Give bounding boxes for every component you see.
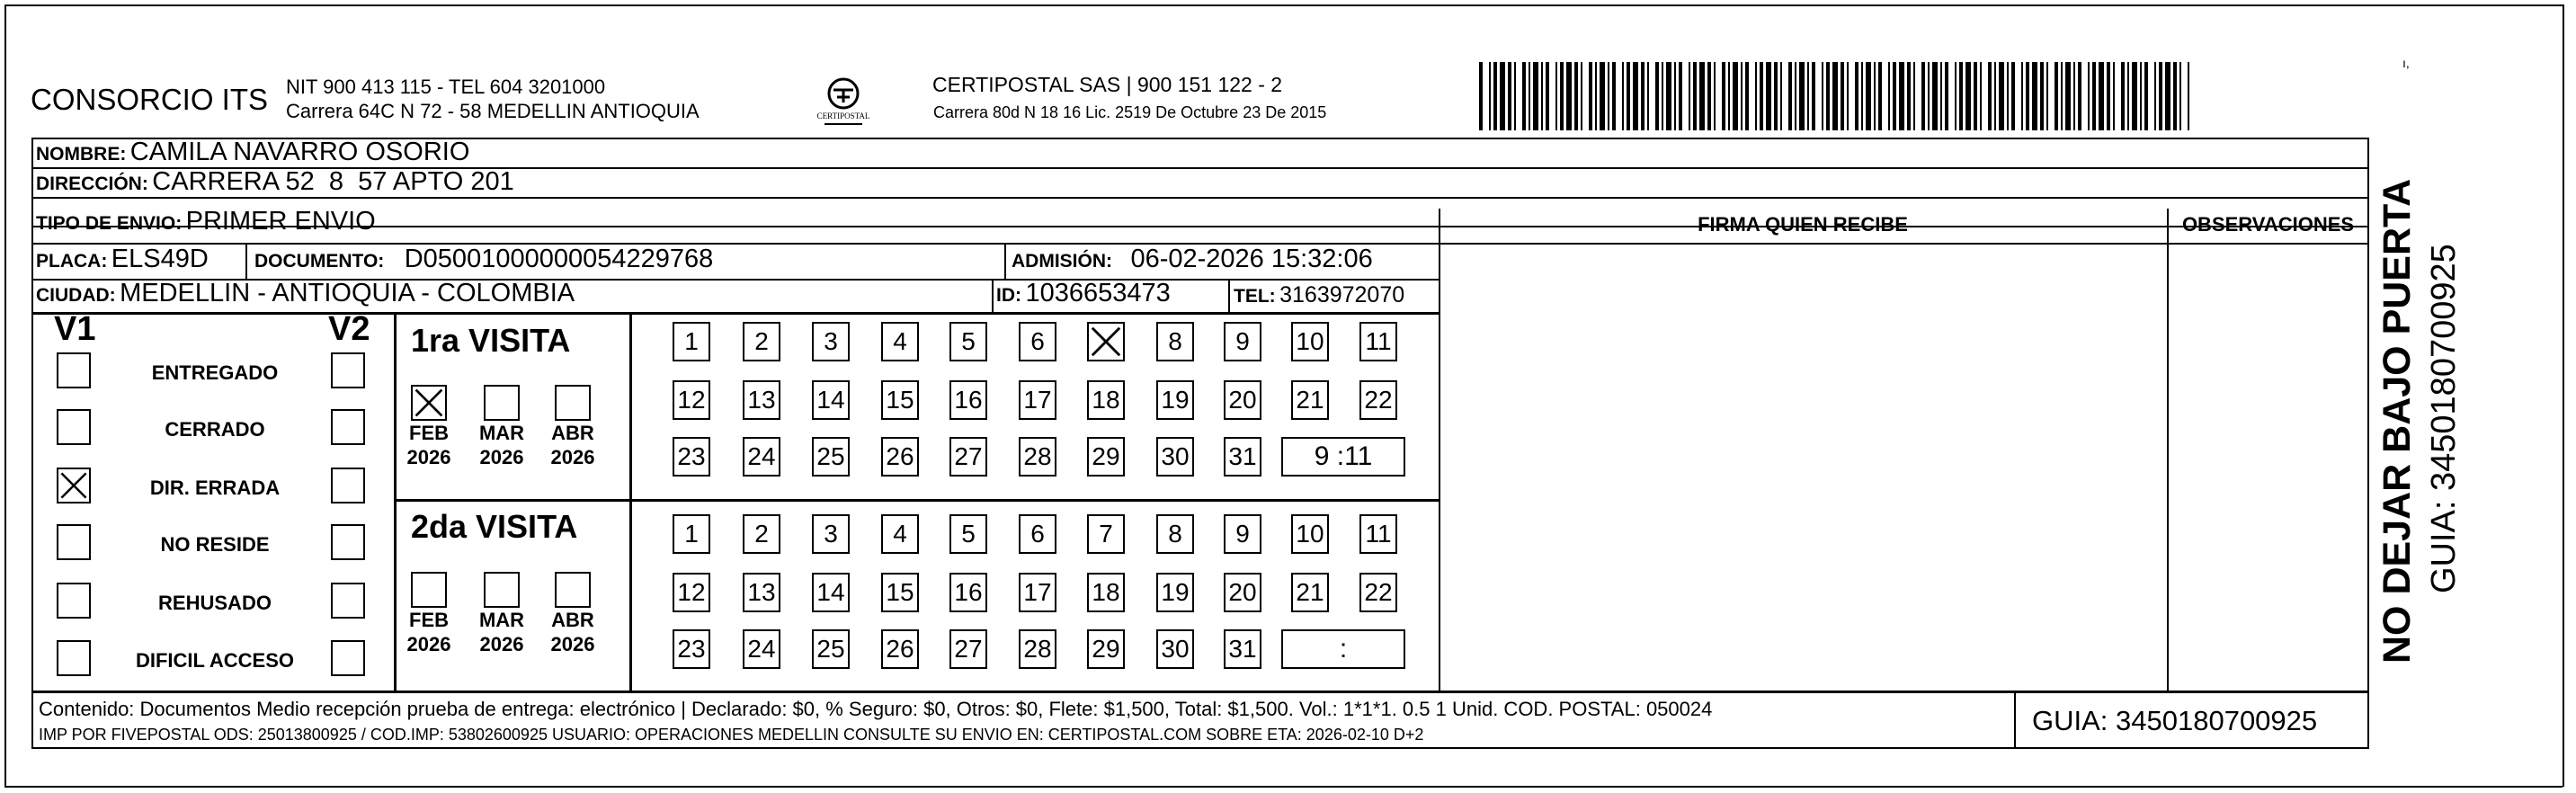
no-dejar-warning: NO DEJAR BAJO PUERTA (2375, 178, 2419, 664)
month-label (546, 421, 600, 469)
barcode-bar (1546, 62, 1549, 130)
v2-label: V2 (328, 310, 370, 348)
v1-checkbox[interactable] (57, 524, 91, 560)
day-box[interactable]: 14 (812, 573, 850, 612)
barcode-bar (1826, 62, 1830, 130)
tel-value: 3163972070 (1279, 282, 1405, 307)
barcode-bar (1832, 62, 1838, 130)
barcode-bar (1893, 62, 1896, 130)
day-box[interactable]: 5 (949, 322, 987, 361)
status-label: CERRADO (165, 418, 265, 441)
day-box[interactable]: 26 (881, 437, 919, 477)
month-label (402, 608, 456, 656)
barcode-bar (2099, 62, 2104, 130)
id-cell (996, 279, 1171, 308)
barcode-bar (1807, 62, 1809, 130)
day-box[interactable]: 9 (1224, 514, 1261, 554)
barcode-bar (1514, 62, 1516, 130)
day-box[interactable]: 18 (1087, 573, 1125, 612)
status-label: DIR. ERRADA (149, 477, 281, 499)
col-line (1228, 279, 1230, 312)
v2-checkbox[interactable] (331, 409, 365, 445)
barcode-bar (1959, 62, 1963, 130)
barcode-bar (1980, 62, 1982, 130)
direccion-value: CARRERA 52 8 57 APTO 201 (152, 167, 514, 196)
barcode-bar (2113, 62, 2115, 130)
day-box[interactable]: 13 (743, 380, 780, 420)
day-box[interactable]: 11 (1359, 514, 1397, 554)
nombre-value: CAMILA NAVARRO OSORIO (129, 138, 470, 166)
day-box[interactable]: 12 (673, 573, 710, 612)
barcode-bar (1994, 62, 1996, 130)
admision-value: 06-02-2026 15:32:06 (1130, 245, 1373, 273)
status-label: ENTREGADO (151, 361, 279, 384)
barcode-bar (2154, 62, 2156, 130)
day-box[interactable]: 4 (881, 514, 919, 554)
barcode-bar (1812, 62, 1815, 130)
documento-cell (254, 245, 713, 274)
day-box[interactable]: 6 (1019, 514, 1056, 554)
barcode-bar (1666, 62, 1671, 130)
ciudad-cell (36, 279, 575, 308)
day-box[interactable]: 16 (949, 573, 987, 612)
barcode-bar (1780, 62, 1782, 130)
barcode-bar (1733, 62, 1738, 130)
firma-header (1439, 213, 2167, 236)
day-box[interactable]: 10 (1291, 514, 1329, 554)
day-box[interactable]: 31 (1224, 629, 1261, 669)
barcode-bar (1855, 62, 1858, 130)
day-box[interactable]: 6 (1019, 322, 1056, 361)
v2-checkbox[interactable] (331, 524, 365, 560)
day-box[interactable]: 11 (1359, 322, 1397, 361)
day-box[interactable]: 19 (1156, 573, 1194, 612)
barcode-bar (1595, 62, 1597, 130)
barcode-bar (1612, 62, 1616, 130)
day-box[interactable]: 20 (1224, 573, 1261, 612)
barcode-bar (2073, 62, 2075, 130)
col-line (1004, 243, 1006, 279)
barcode-bar (1707, 62, 1711, 130)
barcode-bar (1766, 62, 1771, 130)
month-year: 2026 (479, 446, 524, 468)
day-box[interactable]: 10 (1291, 322, 1329, 361)
barcode-bar (1689, 62, 1690, 130)
barcode-bar (1760, 62, 1763, 130)
placa-label: PLACA: (36, 251, 108, 272)
status-label: REHUSADO (158, 592, 272, 614)
day-box[interactable]: 13 (743, 573, 780, 612)
month-name: FEB (409, 422, 449, 444)
barcode-bar (2055, 62, 2058, 130)
documento-label: DOCUMENTO: (254, 251, 385, 272)
scan-mark: ı, (2402, 56, 2410, 70)
day-box[interactable]: 17 (1019, 573, 1056, 612)
barcode-bar (1699, 62, 1705, 130)
day-box[interactable]: 20 (1224, 380, 1261, 420)
col-line (992, 279, 994, 312)
barcode-bar (1999, 62, 2004, 130)
barcode-bar (1674, 62, 1676, 130)
barcode-bar (1841, 62, 1844, 130)
barcode-bar (1574, 62, 1578, 130)
barcode-bar (2032, 62, 2037, 130)
month-year: 2026 (550, 633, 595, 655)
barcode-bar (1479, 62, 1483, 130)
v1-checkbox[interactable] (57, 468, 91, 503)
day-box[interactable]: 15 (881, 573, 919, 612)
day-box[interactable]: 27 (949, 629, 987, 669)
barcode-bar (2011, 62, 2015, 130)
logo-text: CERTIPOSTAL (816, 111, 870, 120)
barcode-bar (1641, 62, 1645, 130)
barcode-bar (1581, 62, 1582, 130)
day-box[interactable]: 9 (1224, 322, 1261, 361)
direccion-row (36, 167, 514, 197)
placa-value: ELS49D (111, 245, 209, 273)
barcode-bar (2040, 62, 2044, 130)
barcode-bar (1608, 62, 1609, 130)
day-box[interactable]: 15 (881, 380, 919, 420)
frame-bottom-border (4, 786, 2563, 788)
barcode-bar (2121, 62, 2125, 130)
firma-label: FIRMA QUIEN RECIBE (1698, 213, 1908, 236)
barcode-bar (2144, 62, 2148, 130)
barcode-bar (1945, 62, 1948, 130)
barcode-bar (1907, 62, 1911, 130)
month-label (475, 421, 529, 469)
tipo-value: PRIMER ENVIO (185, 207, 376, 236)
day-box[interactable]: 23 (673, 629, 710, 669)
month-checkbox[interactable] (411, 385, 447, 421)
day-box[interactable]: 21 (1291, 380, 1329, 420)
barcode-bar (1878, 62, 1882, 130)
barcode-bar (1600, 62, 1605, 130)
v1-checkbox[interactable] (57, 640, 91, 676)
day-box[interactable]: 2 (743, 514, 780, 554)
day-box[interactable] (1087, 322, 1125, 361)
v1-checkbox[interactable] (57, 583, 91, 619)
day-box[interactable]: 5 (949, 514, 987, 554)
row-line (394, 499, 1439, 502)
month-year: 2026 (550, 446, 595, 468)
day-box[interactable]: 29 (1087, 629, 1125, 669)
barcode-bar (1899, 62, 1904, 130)
barcode-bar (2078, 62, 2081, 130)
day-box[interactable]: 7 (1087, 514, 1125, 554)
month-checkbox[interactable] (484, 572, 520, 608)
day-box[interactable]: 8 (1156, 322, 1194, 361)
row-line (2167, 243, 2369, 245)
barcode-bar (1529, 62, 1530, 130)
barcode-bar (2021, 62, 2023, 130)
barcode-bar (2132, 62, 2137, 130)
day-box[interactable]: 1 (673, 322, 710, 361)
v2-checkbox[interactable] (331, 468, 365, 503)
barcode-bar (1662, 62, 1663, 130)
v1-label: V1 (54, 310, 96, 348)
month-name: ABR (551, 609, 594, 631)
barcode-bar (1888, 62, 1890, 130)
imp-text: IMP POR FIVEPOSTAL ODS: 25013800925 / COD.IMP: 53802600925 USUARIO: OPERACIONES MEDELLIN CONSULTE SU ENVIO EN: CERTIPOSTAL.COM SOBRE ETA: 2026-02-10 D+2 (39, 726, 1424, 744)
barcode-bar (2046, 62, 2048, 130)
barcode-bar (1745, 62, 1749, 130)
barcode-bar (2127, 62, 2129, 130)
barcode-bar (1500, 62, 1505, 130)
barcode-bar (1874, 62, 1876, 130)
company-nit: NIT 900 413 115 - TEL 604 3201000 (286, 76, 606, 98)
barcode-bar (1788, 62, 1792, 130)
month-checkbox[interactable] (555, 572, 591, 608)
day-box[interactable]: 14 (812, 380, 850, 420)
day-box[interactable]: 28 (1019, 437, 1056, 477)
barcode-bar (1533, 62, 1538, 130)
day-box[interactable]: 18 (1087, 380, 1125, 420)
x-mark-icon (58, 469, 89, 502)
month-checkbox[interactable] (484, 385, 520, 421)
x-mark-icon (413, 387, 445, 419)
barcode-bar (2173, 62, 2177, 130)
day-box[interactable]: 12 (673, 380, 710, 420)
barcode-bar (1913, 62, 1915, 130)
month-year: 2026 (479, 633, 524, 655)
barcode-bar (1965, 62, 1971, 130)
day-box[interactable]: 17 (1019, 380, 1056, 420)
month-name: MAR (478, 609, 525, 631)
month-checkbox[interactable] (555, 385, 591, 421)
frame-top-border (4, 4, 2563, 6)
month-label (475, 608, 529, 656)
day-box[interactable]: 21 (1291, 573, 1329, 612)
company-info (286, 75, 700, 123)
month-year: 2026 (406, 633, 451, 655)
day-box[interactable]: 30 (1156, 437, 1194, 477)
admision-cell (1012, 245, 1373, 274)
day-box[interactable]: 2 (743, 322, 780, 361)
day-box[interactable]: 22 (1359, 380, 1397, 420)
barcode-bar (1589, 62, 1592, 130)
tel-label: TEL: (1234, 286, 1276, 307)
day-box[interactable]: 29 (1087, 437, 1125, 477)
barcode-bar (2179, 62, 2181, 130)
barcode-bar (2092, 62, 2096, 130)
barcode-bar (2088, 62, 2090, 130)
col-line (2167, 209, 2169, 691)
nombre-label: NOMBRE: (36, 144, 127, 165)
barcode-bar (1627, 62, 1630, 130)
barcode-bar (1489, 62, 1491, 130)
barcode-bar (1940, 62, 1942, 130)
barcode-bar (1566, 62, 1572, 130)
barcode-bar (1622, 62, 1624, 130)
certipostal-logo (812, 72, 875, 129)
frame-left-border (4, 4, 6, 787)
v2-checkbox[interactable] (331, 352, 365, 388)
month-name: ABR (551, 422, 594, 444)
barcode-bar (1847, 62, 1849, 130)
barcode-bar (1774, 62, 1778, 130)
v2-checkbox[interactable] (331, 583, 365, 619)
barcode-bar (1928, 62, 1930, 130)
row-line (1439, 243, 2167, 245)
day-box[interactable]: 16 (949, 380, 987, 420)
barcode-bar (1799, 62, 1805, 130)
month-label (402, 421, 456, 469)
time-box[interactable]: : (1281, 629, 1405, 669)
barcode-bar (2159, 62, 2162, 130)
barcode-bar (1955, 62, 1957, 130)
barcode-bar (1755, 62, 1757, 130)
barcode-bar (2107, 62, 2110, 130)
col-line (1439, 209, 1440, 691)
barcode-bar (1647, 62, 1649, 130)
contenido-text: Contenido: Documentos Medio recepción prueba de entrega: electrónico | Declarado: $0, % Seguro: $0, Otros: $0, Flete: $1,500, Total: $1,500. Vol.: 1*1*1. 0.5 1 Unid. COD. POSTAL: 050024 (39, 698, 1713, 720)
day-box[interactable]: 30 (1156, 629, 1194, 669)
visit1-title: 1ra VISITA (411, 322, 571, 359)
guia-number: GUIA: 3450180700925 (2032, 705, 2318, 736)
ciudad-label: CIUDAD: (36, 285, 116, 306)
tipo-row (36, 207, 376, 236)
day-box[interactable]: 24 (743, 437, 780, 477)
col-line (245, 243, 247, 279)
barcode-bar (1714, 62, 1716, 130)
ciudad-value: MEDELLIN - ANTIOQUIA - COLOMBIA (120, 279, 575, 307)
barcode-bar (2026, 62, 2029, 130)
day-box[interactable]: 23 (673, 437, 710, 477)
time-box[interactable]: 9 :11 (1281, 437, 1405, 477)
day-box[interactable]: 24 (743, 629, 780, 669)
barcode-bar (2065, 62, 2071, 130)
month-year: 2026 (406, 446, 451, 468)
barcode-bar (1679, 62, 1682, 130)
status-label: NO RESIDE (160, 533, 270, 556)
barcode-bar (1974, 62, 1977, 130)
barcode-bar (1921, 62, 1925, 130)
col-line (394, 312, 397, 691)
day-box[interactable]: 22 (1359, 573, 1397, 612)
day-box[interactable]: 1 (673, 514, 710, 554)
day-box[interactable]: 3 (812, 322, 850, 361)
documento-value: D05001000000054229768 (404, 245, 714, 273)
barcode-bar (2007, 62, 2009, 130)
day-box[interactable]: 26 (881, 629, 919, 669)
day-box[interactable]: 3 (812, 514, 850, 554)
tel-cell (1234, 282, 1404, 308)
barcode-bar (1822, 62, 1823, 130)
barcode (1479, 62, 2189, 130)
day-box[interactable]: 25 (812, 629, 850, 669)
day-box[interactable]: 31 (1224, 437, 1261, 477)
barcode-bar (1633, 62, 1638, 130)
v1-checkbox[interactable] (57, 409, 91, 445)
x-mark-icon (1089, 324, 1123, 360)
nombre-row (36, 138, 469, 167)
barcode-bar (1555, 62, 1557, 130)
day-box[interactable]: 4 (881, 322, 919, 361)
visit2-title: 2da VISITA (411, 508, 578, 545)
barcode-bar (2188, 62, 2189, 130)
tipo-label: TIPO DE ENVIO: (36, 213, 183, 234)
month-name: FEB (409, 609, 449, 631)
barcode-bar (1741, 62, 1743, 130)
observaciones-label: OBSERVACIONES (2181, 213, 2355, 236)
day-box[interactable]: 25 (812, 437, 850, 477)
day-box[interactable]: 27 (949, 437, 987, 477)
month-name: MAR (478, 422, 525, 444)
barcode-bar (2140, 62, 2142, 130)
row-line (31, 197, 2369, 199)
barcode-bar (1522, 62, 1526, 130)
company-name: CONSORCIO ITS (31, 83, 269, 116)
frame-right-border (2563, 4, 2564, 787)
barcode-bar (1508, 62, 1511, 130)
certipostal-license: Carrera 80d N 18 16 Lic. 2519 De Octubre 23 De 2015 (933, 103, 1327, 121)
barcode-bar (1988, 62, 1992, 130)
placa-cell (36, 245, 209, 274)
id-value: 1036653473 (1025, 279, 1171, 307)
barcode-bar (1728, 62, 1730, 130)
company-address: Carrera 64C N 72 - 58 MEDELLIN ANTIOQUIA (286, 100, 700, 122)
barcode-bar (2061, 62, 2063, 130)
barcode-bar (1932, 62, 1938, 130)
col-line (629, 312, 632, 691)
barcode-bar (1493, 62, 1497, 130)
barcode-bar (1560, 62, 1564, 130)
day-box[interactable]: 19 (1156, 380, 1194, 420)
row-line (31, 312, 1439, 315)
observaciones-header (2167, 213, 2369, 236)
v1-checkbox[interactable] (57, 352, 91, 388)
direccion-label: DIRECCIÓN: (36, 174, 148, 194)
month-checkbox[interactable] (411, 572, 447, 608)
side-guia: GUIA: 3450180700925 (2425, 244, 2463, 593)
barcode-bar (1861, 62, 1863, 130)
barcode-bar (1655, 62, 1659, 130)
barcode-bar (2165, 62, 2170, 130)
certipostal-info: CERTIPOSTAL SAS | 900 151 122 - 2 (932, 73, 1283, 96)
id-label: ID: (996, 285, 1021, 306)
barcode-bar (1722, 62, 1725, 130)
day-box[interactable]: 8 (1156, 514, 1194, 554)
month-label (546, 608, 600, 656)
v2-checkbox[interactable] (331, 640, 365, 676)
barcode-bar (1795, 62, 1796, 130)
day-box[interactable]: 28 (1019, 629, 1056, 669)
barcode-bar (1866, 62, 1871, 130)
status-label: DIFICIL ACCESO (135, 649, 294, 672)
admision-label: ADMISIÓN: (1012, 251, 1112, 272)
barcode-bar (1693, 62, 1697, 130)
barcode-bar (1541, 62, 1543, 130)
